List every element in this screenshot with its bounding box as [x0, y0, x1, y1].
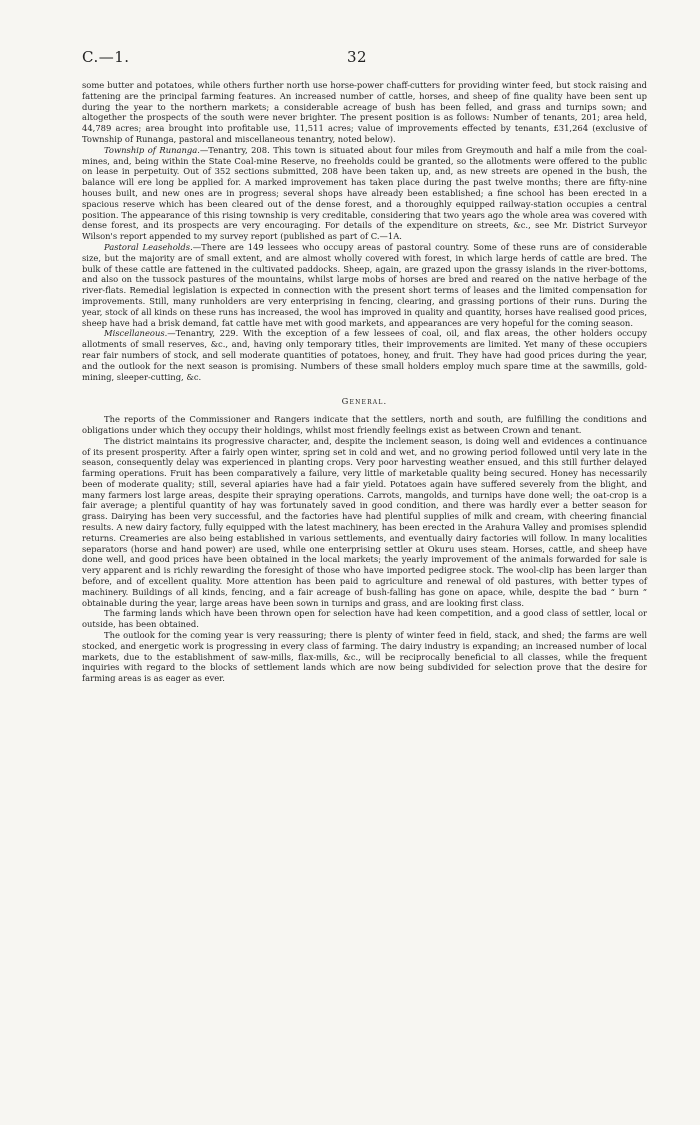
body-text: [82, 80, 647, 684]
page-number: 32: [347, 48, 368, 66]
paragraph-general-2: The district maintains its progressive character, and, despite the inclement season, is doing well and evidences a continuance of its present prosperity. After a fairly open winter, spring set in cold and wet, and no growing period followed until very late in the season, consequently delay was experienced in planting crops. Very poor harvesting weather ensued, and this still further delayed farming operations. Fruit has been comparatively a failure, very little of marketable quality being secured. Honey has necessarily been of moderate quality; still, several apiaries have had a fair yield. Potatoes again have suffered severely from the blight, and many farmers lost large areas, despite their spraying operations. Carrots, mangolds, and turnips have done well; the oat-crop is a fair average; a plentiful quantity of hay was fortunately saved in good condition, and there was hardly ever a better season for grass. Dairying has been very successful, and the factories have had plentiful supplies of milk and cream, with cheering financial results. A new dairy factory, fully equipped with the latest machinery, has been erected in the Arahura Valley and promises splendid returns. Creameries are also being established in various settlements, and eventually dairy factories will follow. In many localities separators (horse and hand power) are used, while one enterprising settler at Okuru uses steam. Horses, cattle, and sheep have done well, and good prices have been obtained in the local markets; the yearly improvement of the animals forwarded for sale is very apparent and is richly rewarding the foresight of those who have imported pedigree stock. The wool-clip has been larger than before, and of excellent quality. More attention has been paid to agriculture and renewal of old pastures, with better types of machinery. Buildings of all kinds, fencing, and a fair acreage of bush-falling has gone on apace, while, despite the bad “ burn ” obtainable during the year, large areas have been sown in turnips and grass, and are looking first class.: [82, 435, 647, 608]
paragraph-pastoral: [82, 242, 647, 328]
page-header: [82, 48, 640, 68]
pastoral-title: Pastoral Leaseholds.: [104, 241, 193, 252]
paragraph-general-3: The farming lands which have been thrown open for selection have had keen competition, and a good class of settler, local or outside, has been obtained.: [82, 608, 647, 630]
paragraph-south-district: some butter and potatoes, while others further north use horse-power chaff-cutters for providing winter feed, but stock raising and fattening are the principal farming features. An increased number of cattle, horses, and sheep of fine quality have been sent up during the year to the northern markets; a considerable acreage of bush has been felled, and grass and turnips sown; and altogether the prospects of the south were never brighter. The present position is as follows: Number of tenants, 201; area held, 44,789 acres; area brought into profitable use, 11,511 acres; value of improvements effected by tenants, £31,264 (exclusive of Township of Runanga, pastoral and miscellaneous tenantry, noted below).: [82, 80, 647, 144]
pastoral-text: —There are 149 lessees who occupy areas of pastoral country. Some of these runs are of considerable size, but the majority are of small extent, and are almost wholly covered with forest, in which large herds of cattle are bred. The bulk of these cattle are fattened in the cultivated paddocks. Sheep, again, are grazed upon the grassy islands in the river-bottoms, and also on the tussock pastures of the mountains, whilst large mobs of horses are bred and reared on the native herbage of the river-flats. Remedial legislation is expected in connection with the present short terms of leases and the limited compensation for improvements. Still, many runholders are very enterprising in fencing, clearing, and grassing portions of their runs. During the year, stock of all kinds on these runs has increased, the wool has improved in quality and quantity, horses have realised good prices, sheep have had a brisk demand, fat cattle have met with good markets, and appearances are very hopeful for the coming season.: [82, 241, 647, 328]
section-heading-general: General.: [341, 396, 388, 407]
paragraph-miscellaneous: [82, 328, 647, 382]
paragraph-runanga: [82, 145, 647, 242]
paragraph-general-1: The reports of the Commissioner and Rangers indicate that the settlers, north and south, are fulfilling the conditions and obligations under which they occupy their holdings, whilst most friendly feelings exist as between Crown and tenant.: [82, 414, 647, 435]
runanga-text: —Tenantry, 208. This town is situated about four miles from Greymouth and half a mile from the coal-mines, and, being within the State Coal-mine Reserve, no freeholds could be granted, so the allotments were offered to the public on lease in perpetuity. Out of 352 sections submitted, 208 have been taken up, and, as new streets are opened in the bush, the balance will ere long be applied for. A marked improvement has taken place during the past twelve months; there are fifty-nine houses built, and new ones are in progress; several shops have already been established; a fine school has been erected in a spacious reserve which has been cleared out of the dense forest, and a thoroughly equipped railway-station occupies a central position. The appearance of this rising township is very creditable, considering that two years ago the whole area was covered with dense forest, and its prospects are very encouraging. For details of the expenditure on streets, &c., see Mr. District Surveyor Wilson's report appended to my survey report (published as part of C.—1A.: [82, 144, 648, 242]
document-code: C.—1.: [82, 48, 130, 66]
misc-title: Miscellaneous.: [104, 328, 168, 339]
misc-text: —Tenantry, 229. With the exception of a few lessees of coal, oil, and flax areas, the other holders occupy allotments of small reserves, &c., and, having only temporary titles, their improvements are limited. Yet many of these occupiers rear fair numbers of stock, and sell moderate quantities of potatoes, honey, and fruit. They have had good prices during the year, and the outlook for the next season is promising. Numbers of these small holders employ much spare time at the sawmills, gold-mining, sleeper-cutting, &c.: [82, 328, 647, 382]
runanga-title: Township of Runanga.: [104, 144, 200, 155]
paragraph-general-4: The outlook for the coming year is very reassuring; there is plenty of winter feed in field, stack, and shed; the farms are well stocked, and energetic work is progressing in every class of farming. The dairy industry is expanding; an increased number of local markets, due to the establishment of saw-mills, flax-mills, &c., will be reciprocally beneficial to all classes, while the frequent inquiries with regard to the blocks of settlement lands which are now being subdivided for selection prove that the desire for farming areas is as eager as ever.: [82, 630, 647, 684]
